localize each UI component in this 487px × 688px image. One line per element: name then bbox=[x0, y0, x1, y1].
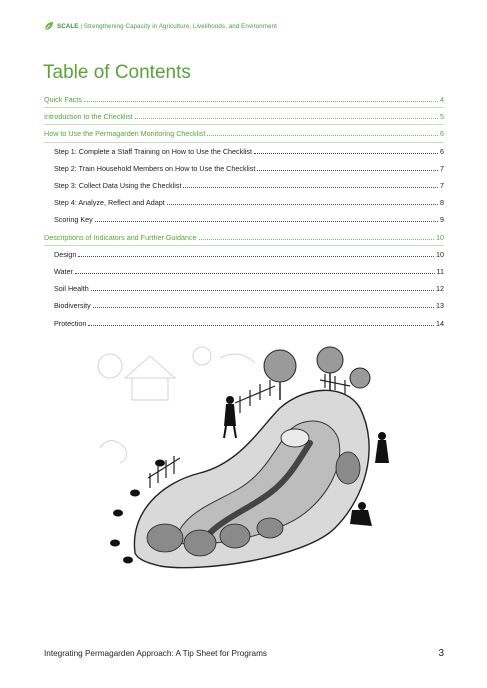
toc-leader-dots bbox=[91, 290, 434, 291]
toc-entry[interactable] bbox=[44, 194, 444, 211]
toc-entry-page: 10 bbox=[436, 232, 444, 242]
toc-entry[interactable] bbox=[44, 211, 444, 228]
toc-leader-dots bbox=[75, 273, 435, 274]
toc-entry-page: 10 bbox=[436, 249, 444, 259]
toc-entry[interactable] bbox=[44, 108, 444, 125]
toc-entry-label: Scoring Key bbox=[54, 215, 93, 225]
permagarden-illustration bbox=[90, 338, 400, 578]
toc-entry-label: Step 4: Analyze, Reflect and Adapt bbox=[54, 198, 165, 208]
toc-entry-label: Step 1: Complete a Staff Training on How to Use the Checklist bbox=[54, 146, 253, 156]
toc-entry-label: Biodiversity bbox=[54, 301, 91, 311]
toc-entry[interactable] bbox=[44, 160, 444, 177]
document-footer bbox=[44, 648, 444, 659]
toc-entry-label: Quick Facts bbox=[44, 95, 82, 105]
header-tagline: Strengthening Capacity in Agriculture, Livelihoods, and Environment bbox=[83, 22, 277, 30]
toc-entry-label: Soil Health bbox=[54, 284, 89, 294]
toc-leader-dots bbox=[254, 153, 438, 154]
toc-leader-dots bbox=[88, 325, 434, 326]
toc-entry-page: 5 bbox=[440, 112, 444, 122]
toc-entry[interactable] bbox=[44, 314, 444, 331]
toc-entry[interactable] bbox=[44, 246, 444, 263]
toc-leader-dots bbox=[84, 101, 438, 102]
page-title: Table of Contents bbox=[43, 62, 191, 83]
table-of-contents bbox=[44, 91, 444, 332]
toc-leader-dots bbox=[78, 256, 434, 257]
toc-entry[interactable] bbox=[44, 143, 444, 160]
toc-entry-page: 6 bbox=[440, 146, 444, 156]
toc-entry-label: Step 2: Train Household Members on How to Use the Checklist bbox=[54, 163, 256, 173]
toc-entry-page: 7 bbox=[440, 163, 444, 173]
toc-entry-label: Design bbox=[54, 249, 77, 259]
toc-entry[interactable] bbox=[44, 297, 444, 314]
toc-entry[interactable] bbox=[44, 229, 444, 246]
toc-leader-dots bbox=[207, 135, 438, 136]
toc-entry-page: 9 bbox=[440, 215, 444, 225]
toc-entry[interactable] bbox=[44, 125, 444, 142]
toc-leader-dots bbox=[93, 307, 434, 308]
toc-leader-dots bbox=[257, 170, 438, 171]
brand-name: SCALE bbox=[57, 22, 79, 30]
toc-entry[interactable] bbox=[44, 91, 444, 108]
toc-entry-label: Introduction to the Checklist bbox=[44, 112, 133, 122]
toc-entry[interactable] bbox=[44, 177, 444, 194]
toc-leader-dots bbox=[167, 204, 438, 205]
page-number: 3 bbox=[438, 648, 444, 659]
toc-entry-label: Protection bbox=[54, 318, 87, 328]
document-header bbox=[44, 21, 277, 31]
toc-entry-page: 13 bbox=[436, 301, 444, 311]
toc-entry-page: 11 bbox=[436, 266, 444, 276]
toc-entry-label: How to Use the Permagarden Monitoring Checklist bbox=[44, 129, 206, 139]
toc-entry-page: 7 bbox=[440, 181, 444, 191]
header-separator: | bbox=[80, 22, 83, 30]
toc-entry[interactable] bbox=[44, 280, 444, 297]
toc-entry-page: 4 bbox=[440, 95, 444, 105]
toc-entry-page: 6 bbox=[440, 129, 444, 139]
toc-leader-dots bbox=[183, 187, 438, 188]
toc-entry[interactable] bbox=[44, 263, 444, 280]
scale-leaf-logo-icon bbox=[44, 21, 54, 31]
toc-leader-dots bbox=[135, 118, 438, 119]
toc-leader-dots bbox=[199, 239, 434, 240]
toc-leader-dots bbox=[95, 221, 438, 222]
header-text bbox=[57, 23, 277, 30]
toc-entry-label: Step 3: Collect Data Using the Checklist bbox=[54, 181, 182, 191]
toc-entry-label: Descriptions of Indicators and Further Guidance bbox=[44, 232, 197, 242]
footer-title: Integrating Permagarden Approach: A Tip Sheet for Programs bbox=[44, 649, 268, 658]
toc-entry-page: 14 bbox=[436, 318, 444, 328]
toc-entry-page: 12 bbox=[436, 284, 444, 294]
toc-entry-page: 8 bbox=[440, 198, 444, 208]
toc-entry-label: Water bbox=[54, 266, 73, 276]
